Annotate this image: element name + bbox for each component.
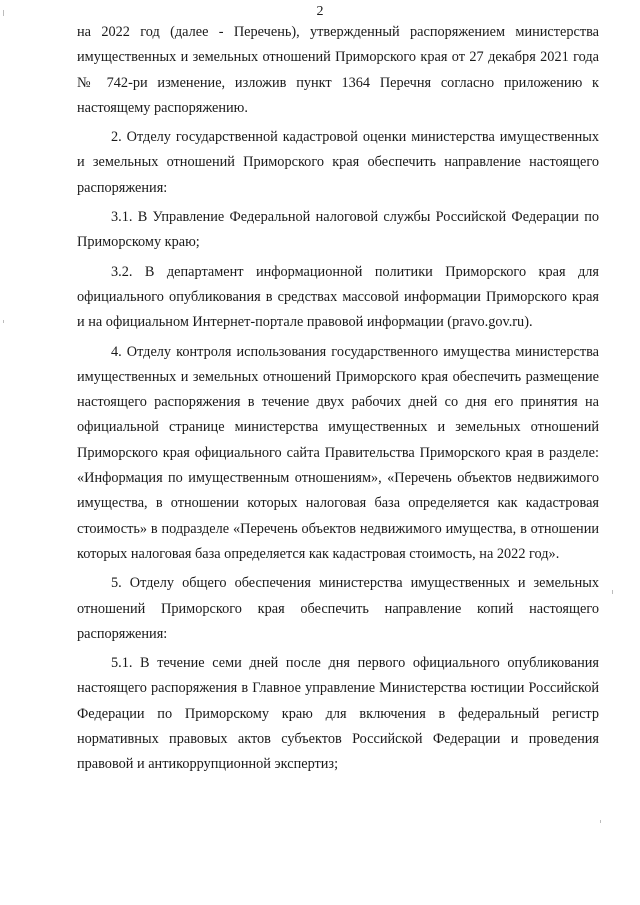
paragraph-item-3-1: 3.1. В Управление Федеральной налоговой службы Российской Федерации по Приморскому краю;: [77, 209, 599, 251]
document-body: [77, 20, 599, 782]
paragraph-item-2: 2. Отделу государственной кадастровой оценки министерства имущественных и земельных отношений Приморского края обеспечить направление настоящего распоряжения:: [77, 129, 599, 196]
scan-artifact: [3, 320, 4, 323]
scan-artifact: [3, 10, 4, 16]
scan-artifact: [600, 820, 601, 823]
paragraph-item-5: 5. Отделу общего обеспечения министерства имущественных и земельных отношений Приморского края обеспечить направление копий настоящего распоряжения:: [77, 575, 599, 642]
paragraph-item-3-2: 3.2. В департамент информационной политики Приморского края для официального опубликования в средствах массовой информации Приморского края и на официальном Интернет-портале правовой информации (pravo.gov.ru).: [77, 263, 599, 331]
paragraph-item-5-1: 5.1. В течение семи дней после дня первого официального опубликования настоящего распоряжения в Главное управление Министерства юстиции Российской Федерации по Приморскому краю для включения в федеральный регистр нормативных правовых актов субъектов Российской Федерации и проведения правовой и антикоррупционной экспертиз;: [77, 655, 599, 773]
scan-artifact: [612, 590, 613, 594]
paragraph-item-4: 4. Отделу контроля использования государственного имущества министерства имущественных и земельных отношений Приморского края обеспечить размещение настоящего распоряжения в течение двух рабочих дней со дня его принятия на официальной странице министерства имущественных и земельных отношений Приморского края официального сайта Правительства Приморского края в разделе: «Информация по имущественным отношениям», «Перечень объектов недвижимого имущества, в отношении которых налоговая база определяется как кадастровая стоимость» в подразделе «Перечень объектов недвижимого имущества, в отношении которых налоговая база определяется как кадастровая стоимость, на 2022 год».: [77, 343, 599, 562]
paragraph-continuation: на 2022 год (далее - Перечень), утвержденный распоряжением министерства имущественных и земельных отношений Приморского края от 27 декабря 2021 года № 742-ри изменение, изложив пункт 1364 Перечня согласно приложению к настоящему распоряжению.: [77, 24, 599, 116]
page-number: 2: [316, 4, 324, 19]
